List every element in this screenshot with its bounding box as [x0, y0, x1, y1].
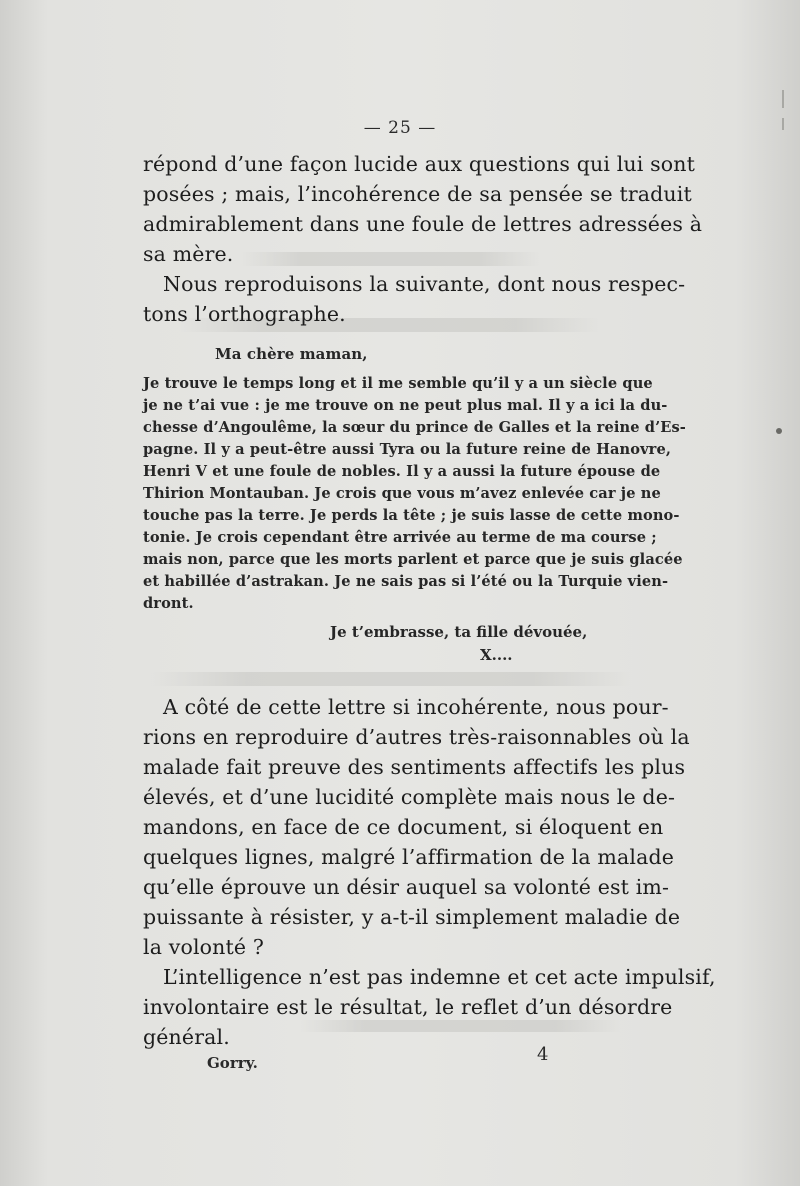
letter-line: touche pas la terre. Je perds la tête ; je suis lasse de cette mono-: [143, 507, 680, 524]
paragraph-line: mandons, en face de ce document, si éloquent en: [143, 815, 664, 839]
paragraph-line: admirablement dans une foule de lettres adressées à: [143, 212, 703, 236]
letter-line: mais non, parce que les morts parlent et parce que je suis glacée: [143, 551, 683, 568]
letter-signature: X....: [480, 646, 513, 664]
paragraph-line: rions en reproduire d’autres très-raisonnables où la: [143, 725, 690, 749]
letter-line: Henri V et une foule de nobles. Il y a aussi la future épouse de: [143, 463, 661, 480]
paragraph-line: puissante à résister, y a-t-il simplement maladie de: [143, 905, 681, 929]
paragraph-line: Nous reproduisons la suivante, dont nous respec-: [163, 272, 686, 296]
letter-line: pagne. Il y a peut-être aussi Tyra ou la future reine de Hanovre,: [143, 441, 672, 458]
page-number: — 25 —: [363, 118, 437, 138]
paragraph-line: qu’elle éprouve un désir auquel sa volonté est im-: [143, 875, 670, 899]
show-through: [240, 252, 540, 266]
letter-line: et habillée d’astrakan. Je ne sais pas si l’été ou la Turquie vien-: [143, 573, 669, 590]
margin-dot: [776, 428, 782, 434]
paragraph-line: général.: [143, 1025, 230, 1049]
paragraph-line: quelques lignes, malgré l’affirmation de la malade: [143, 845, 675, 869]
page-edge-mark: [782, 90, 784, 108]
letter-closing: Je t’embrasse, ta fille dévouée,: [330, 623, 588, 641]
paragraph-line: sa mère.: [143, 242, 234, 266]
letter-salutation: Ma chère maman,: [215, 345, 368, 363]
paragraph-line: tons l’orthographe.: [143, 302, 346, 326]
show-through: [300, 1020, 620, 1032]
paragraph-line: A côté de cette lettre si incohérente, nous pour-: [163, 695, 669, 719]
paragraph-line: malade fait preuve des sentiments affectifs les plus: [143, 755, 686, 779]
signature-mark: 4: [537, 1044, 549, 1065]
paragraph-line: involontaire est le résultat, le reflet d’un désordre: [143, 995, 673, 1019]
printer-signature: Gorry.: [207, 1054, 258, 1072]
paragraph-line: répond d’une façon lucide aux questions qui lui sont: [143, 152, 696, 176]
paragraph-line: L’intelligence n’est pas indemne et cet acte impulsif,: [163, 965, 716, 989]
letter-line: je ne t’ai vue : je me trouve on ne peut plus mal. Il y a ici la du-: [143, 397, 668, 414]
paragraph-line: la volonté ?: [143, 935, 264, 959]
letter-line: dront.: [143, 595, 194, 612]
letter-line: Je trouve le temps long et il me semble qu’il y a un siècle que: [143, 375, 653, 392]
paragraph-line: élevés, et d’une lucidité complète mais nous le de-: [143, 785, 676, 809]
show-through: [150, 672, 630, 686]
paragraph-line: posées ; mais, l’incohérence de sa pensée se traduit: [143, 182, 692, 206]
letter-line: tonie. Je crois cependant être arrivée au terme de ma course ;: [143, 529, 657, 546]
letter-line: Thirion Montauban. Je crois que vous m’avez enlevée car je ne: [143, 485, 661, 502]
letter-line: chesse d’Angoulême, la sœur du prince de Galles et la reine d’Es-: [143, 419, 686, 436]
